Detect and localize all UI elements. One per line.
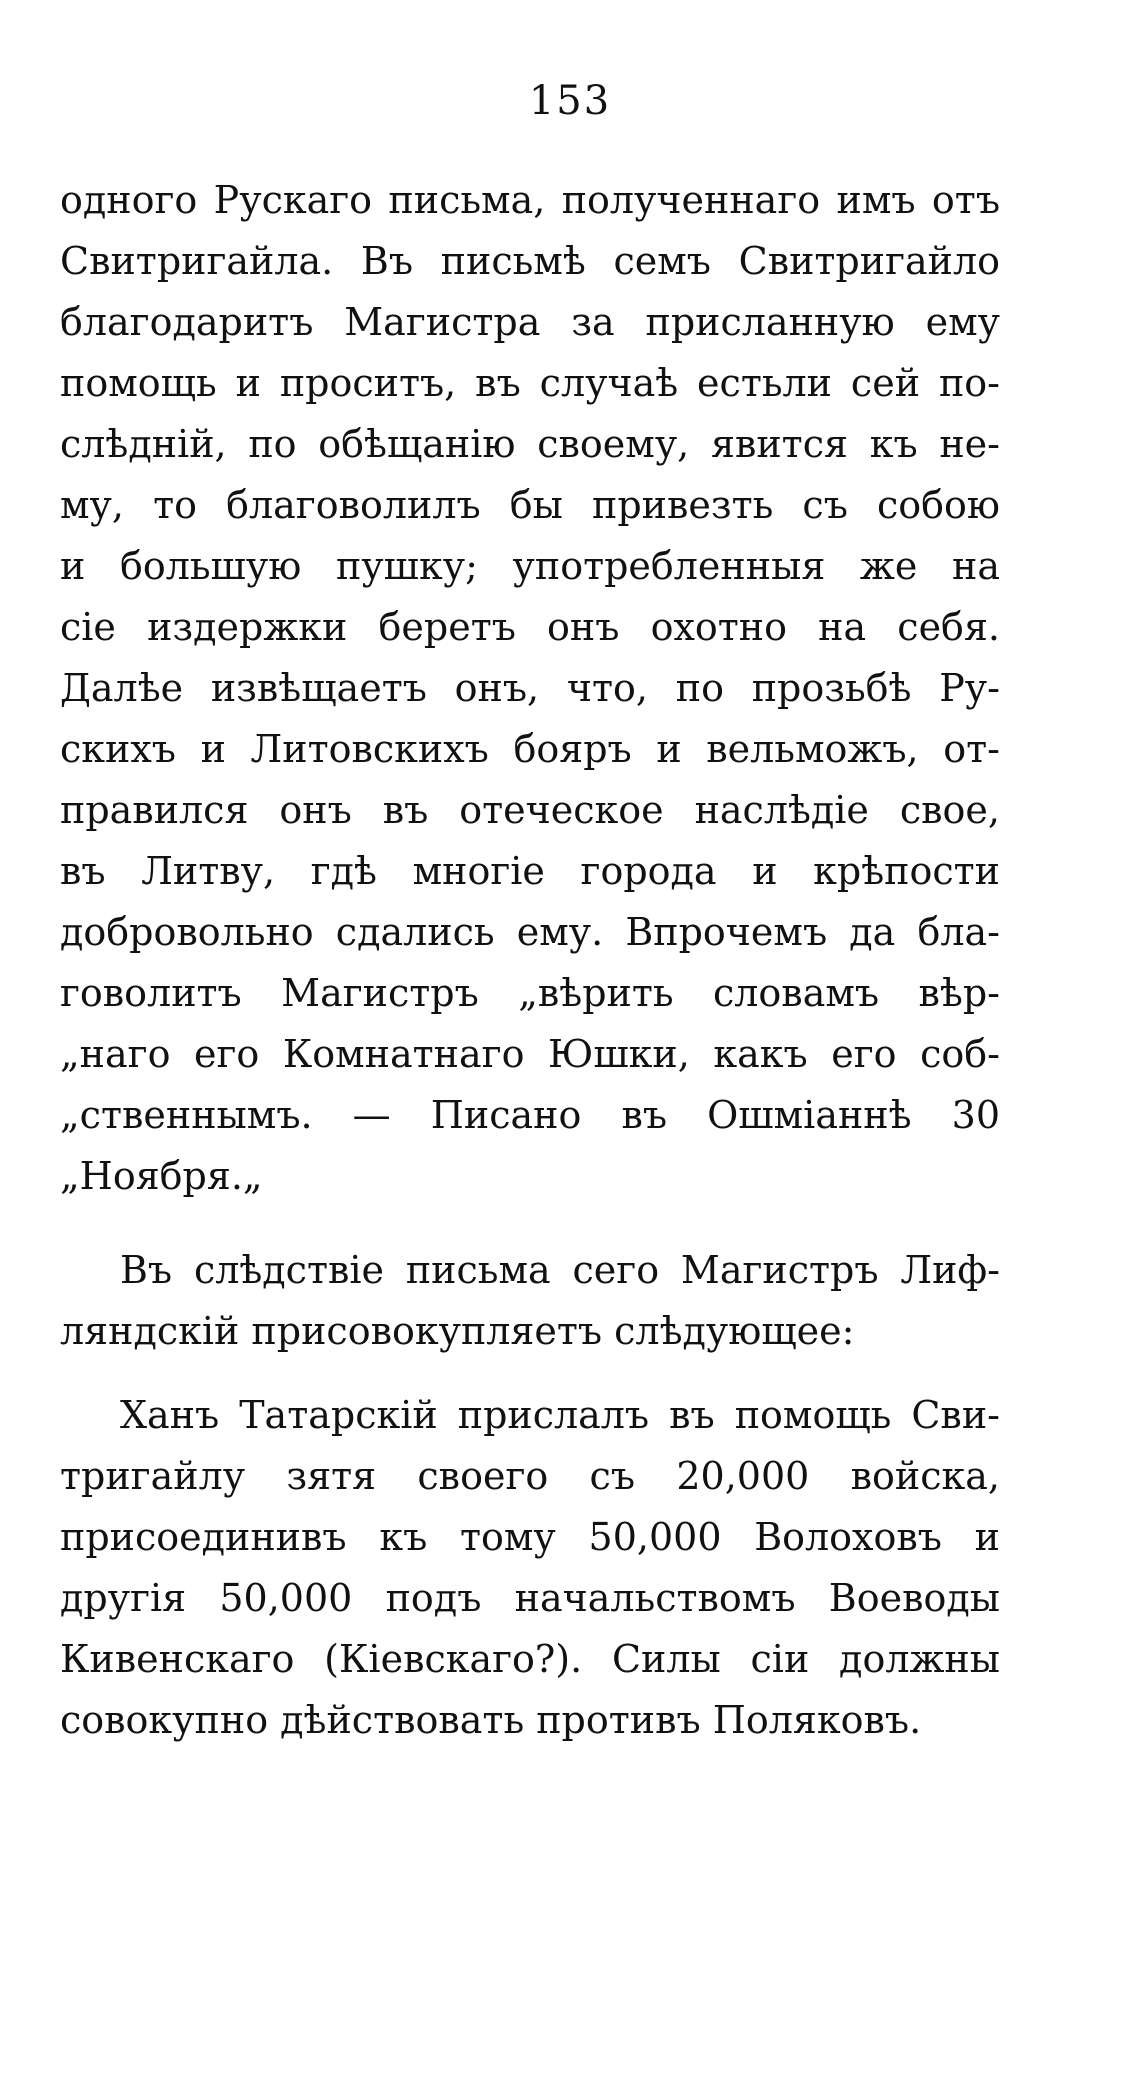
paragraph-letter-summary [60,170,1000,1207]
text-line: Въ слѣдствіе письма сего Магистръ Лиф- [120,1248,1000,1292]
text-line: му, то благоволилъ бы привезть съ собою [60,483,1000,527]
text-line: слѣдній, по обѣщанію своему, явится къ не- [60,422,1000,466]
paragraph-khan-aid [60,1385,1000,1751]
text-line: сіе издержки беретъ онъ охотно на себя. [60,605,1000,649]
text-line: добровольно сдались ему. Впрочемъ да бла- [60,910,1000,954]
text-line: ляндскій присовокупляетъ слѣдующее: [60,1309,855,1353]
text-line: тригайлу зятя своего съ 20,000 войска, [60,1454,1000,1498]
text-line: „Ноября.„ [60,1154,263,1198]
paragraph-consequence [60,1240,1000,1362]
text-line: другія 50,000 подъ начальствомъ Воеводы [60,1576,1000,1620]
text-line: Ханъ Татарскій прислалъ въ помощь Сви- [120,1393,1000,1437]
text-line: въ Литву, гдѣ многіе города и крѣпости [60,849,1000,893]
text-line: одного Рускаго письма, полученнаго имъ отъ [60,178,1000,222]
text-line: „наго его Комнатнаго Юшки, какъ его соб- [60,1032,1000,1076]
page-number: 153 [528,78,612,124]
text-line: благодаритъ Магистра за присланную ему [60,300,1000,344]
text-line: присоединивъ къ тому 50,000 Волоховъ и [60,1515,1000,1559]
text-line: Далѣе извѣщаетъ онъ, что, по прозьбѣ Ру- [60,666,1000,710]
text-line: помощь и проситъ, въ случаѣ естьли сей по- [60,361,1000,405]
text-line: совокупно дѣйствовать противъ Поляковъ. [60,1698,922,1742]
text-line: правился онъ въ отеческое наслѣдіе свое, [60,788,1000,832]
text-line: Кивенскаго (Кіевскаго?). Силы сіи должны [60,1637,1000,1681]
text-line: „ственнымъ. — Писано въ Ошміаннѣ 30 [60,1093,1000,1137]
text-line: Свитригайла. Въ письмѣ семъ Свитригайло [60,239,1000,283]
text-line: скихъ и Литовскихъ бояръ и вельможъ, от- [60,727,1000,771]
text-line: говолитъ Магистръ „вѣрить словамъ вѣр- [60,971,1000,1015]
text-line: и большую пушку; употребленныя же на [60,544,1000,588]
